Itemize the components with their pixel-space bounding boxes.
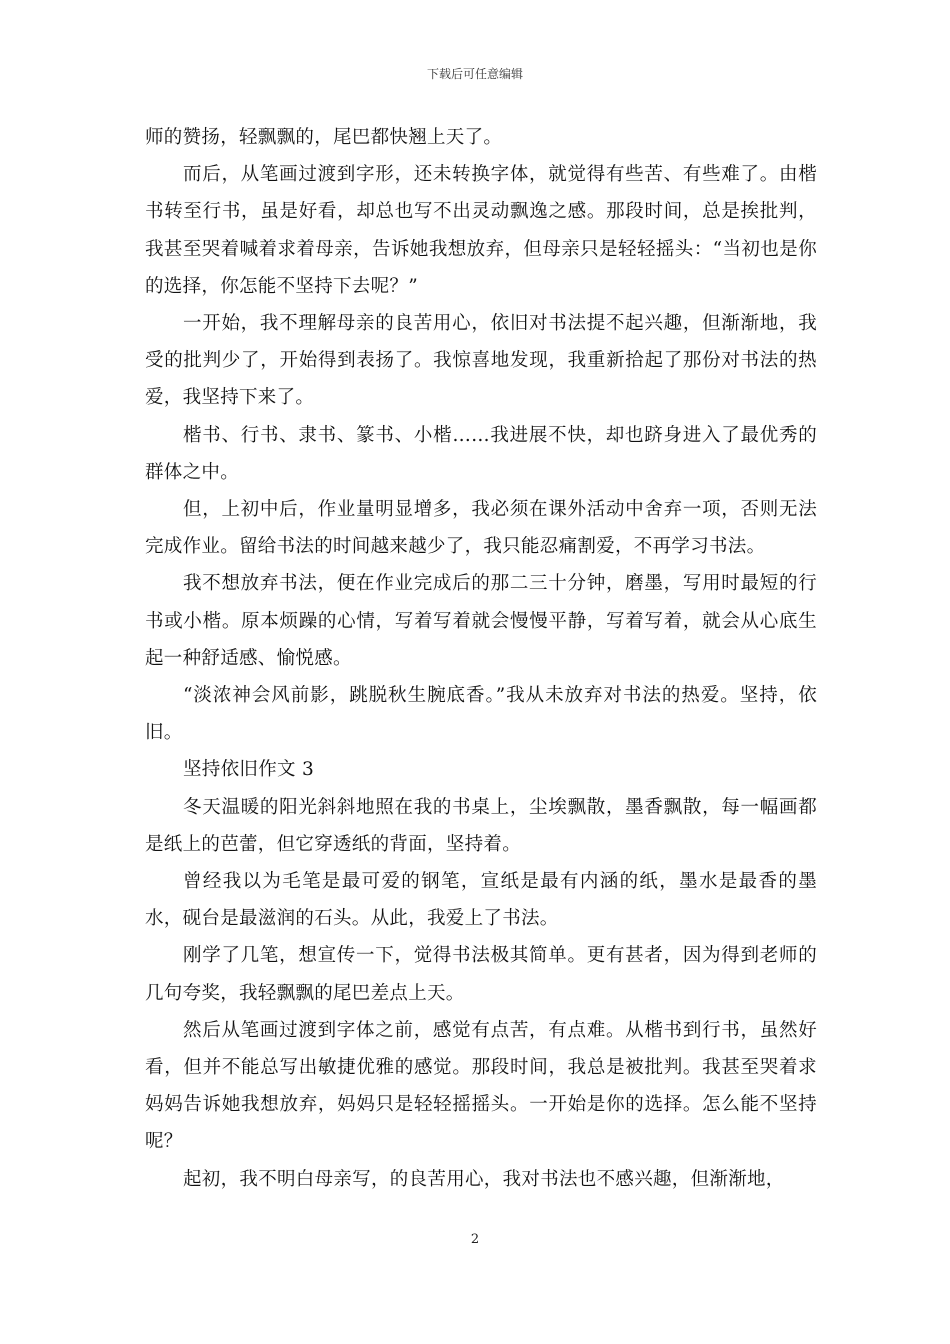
paragraph: 但，上初中后，作业量明显增多，我必须在课外活动中舍弃一项，否则无法完成作业。留给书法的时间越来越少了，我只能忍痛割爱，不再学习书法。 bbox=[145, 499, 817, 558]
paragraph: 而后，从笔画过渡到字形，还未转换字体，就觉得有些苦、有些难了。由楷书转至行书，虽是好看，却总也写不出灵动飘逸之感。那段时间，总是挨批判，我甚至哭着喊着求着母亲，告诉她我想放弃，但母亲只是轻轻摇头：“当初也是你的选择，你怎能不坚持下去呢？” bbox=[145, 164, 817, 297]
paragraph: 曾经我以为毛笔是最可爱的钢笔，宣纸是最有内涵的纸，墨水是最香的墨水，砚台是最滋润的石头。从此，我爱上了书法。 bbox=[145, 871, 817, 930]
document-body bbox=[145, 119, 817, 1198]
page-number: 2 bbox=[470, 1232, 480, 1247]
section-title: 坚持依旧作文 3 bbox=[183, 759, 315, 781]
paragraph: 刚学了几笔，想宣传一下，觉得书法极其简单。更有甚者，因为得到老师的几句夸奖，我轻飘飘的尾巴差点上天。 bbox=[145, 945, 817, 1004]
paragraph: 起初，我不明白母亲写，的良苦用心，我对书法也不感兴趣，但渐渐地， bbox=[183, 1168, 785, 1190]
paragraph: “淡浓神会风前影，跳脱秋生腕底香。”我从未放弃对书法的热爱。坚持，依旧。 bbox=[145, 685, 817, 744]
paragraph: 楷书、行书、隶书、篆书、小楷……我进展不快，却也跻身进入了最优秀的群体之中。 bbox=[145, 424, 817, 483]
paragraph: 然后从笔画过渡到字体之前，感觉有点苦，有点难。从楷书到行书，虽然好看，但并不能总写出敏捷优雅的感觉。那段时间，我总是被批判。我甚至哭着求妈妈告诉她我想放弃，妈妈只是轻轻摇摇头。一开始是你的选择。怎么能不坚持呢？ bbox=[145, 1019, 817, 1153]
paragraph: 师的赞扬，轻飘飘的，尾巴都快翘上天了。 bbox=[145, 127, 503, 148]
paragraph: 我不想放弃书法，便在作业完成后的那二三十分钟，磨墨，写用时最短的行书或小楷。原本烦躁的心情，写着写着就会慢慢平静，写着写着，就会从心底生起一种舒适感、愉悦感。 bbox=[145, 573, 817, 669]
paragraph: 一开始，我不理解母亲的良苦用心，依旧对书法提不起兴趣，但渐渐地，我受的批判少了，开始得到表扬了。我惊喜地发现，我重新拾起了那份对书法的热爱，我坚持下来了。 bbox=[145, 313, 817, 409]
paragraph: 冬天温暖的阳光斜斜地照在我的书桌上，尘埃飘散，墨香飘散，每一幅画都是纸上的芭蕾，但它穿透纸的背面，坚持着。 bbox=[145, 796, 817, 855]
page-header-note: 下载后可任意编辑 bbox=[426, 67, 523, 81]
